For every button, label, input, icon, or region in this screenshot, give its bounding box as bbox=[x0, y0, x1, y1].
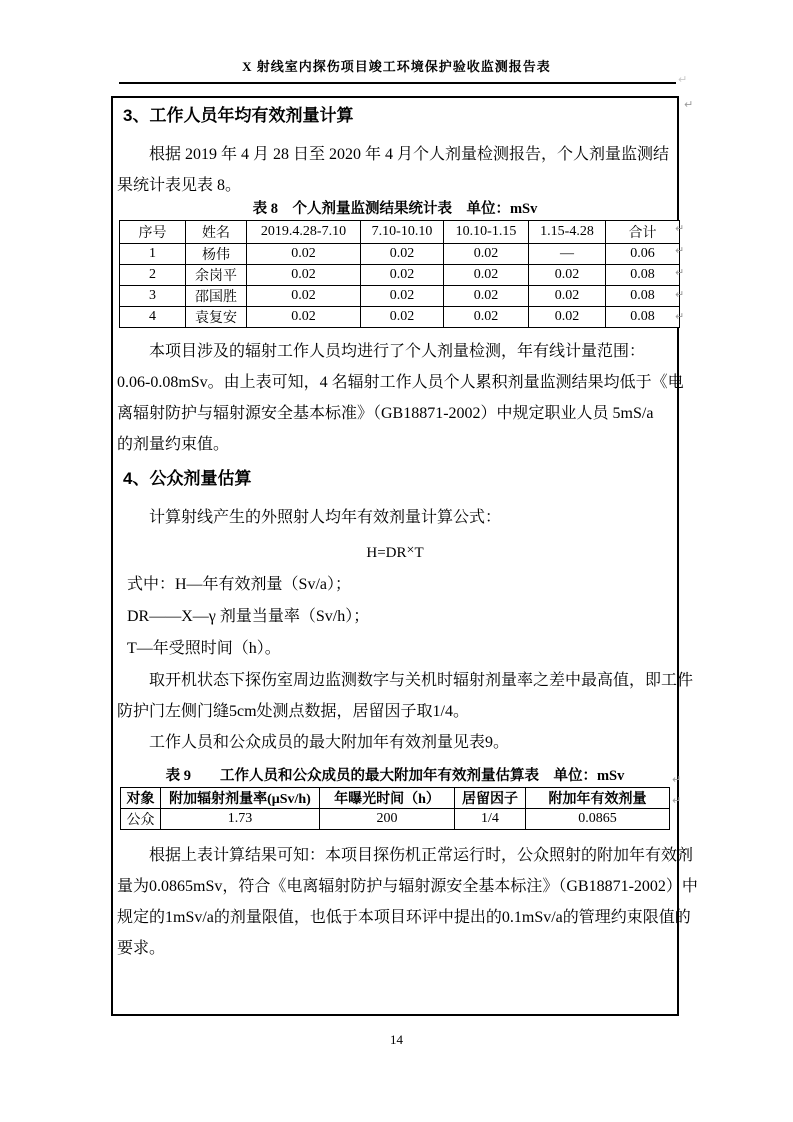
table-cell: 1 bbox=[120, 244, 186, 265]
paragraph-mark-icon: ↵ bbox=[684, 98, 694, 111]
paragraph-line: 量为0.0865mSv，符合《电离辐射防护与辐射源安全基本标注》（GB18871-2002）中 bbox=[117, 878, 698, 895]
table-cell: 1/4 bbox=[455, 809, 526, 830]
table-header-cell: 合计 bbox=[606, 221, 680, 244]
paragraph-line: 的剂量约束值。 bbox=[117, 436, 230, 453]
table-cell: 0.02 bbox=[361, 244, 444, 265]
paragraph-mark-icon: ↵ bbox=[678, 73, 688, 86]
paragraph-line: 防护门左侧门缝5cm处测点数据，居留因子取1/4。 bbox=[117, 703, 469, 720]
table-row bbox=[121, 809, 670, 830]
table-header-cell: 年曝光时间（h） bbox=[320, 788, 455, 809]
paragraph-mark-icon: ↵ bbox=[675, 310, 685, 323]
table-header-cell: 1.15-4.28 bbox=[529, 221, 606, 244]
table-header-cell: 2019.4.28-7.10 bbox=[247, 221, 361, 244]
table-cell: 0.0865 bbox=[526, 809, 670, 830]
table-cell: 1.73 bbox=[161, 809, 320, 830]
table-cell: 0.08 bbox=[606, 265, 680, 286]
paragraph-mark-icon: ↵ bbox=[675, 244, 685, 257]
table-header-row bbox=[121, 788, 670, 809]
table-cell: 0.02 bbox=[247, 244, 361, 265]
paragraph-line: 要求。 bbox=[117, 940, 166, 957]
table-cell: 公众 bbox=[121, 809, 161, 830]
formula bbox=[117, 537, 673, 567]
paragraph-mark-icon: ↵ bbox=[675, 222, 685, 235]
formula-definition-line: DR——X—γ 剂量当量率（Sv/h）； bbox=[127, 608, 370, 625]
table-row bbox=[120, 286, 680, 307]
table-cell: 0.02 bbox=[361, 307, 444, 328]
table-cell: 0.02 bbox=[444, 307, 529, 328]
table-cell: 4 bbox=[120, 307, 186, 328]
content-box bbox=[111, 96, 698, 1016]
paragraph-line: 规定的1mSv/a的剂量限值，也低于本项目环评中提出的0.1mSv/a的管理约束限值的 bbox=[117, 909, 691, 926]
table-header-cell: 对象 bbox=[121, 788, 161, 809]
table-cell: 0.02 bbox=[529, 307, 606, 328]
table-header-cell: 序号 bbox=[120, 221, 186, 244]
table8-caption: 表 8 个人剂量监测结果统计表 单位：mSv bbox=[252, 201, 538, 217]
table9-caption: 表 9 工作人员和公众成员的最大附加年有效剂量估算表 单位：mSv bbox=[165, 768, 625, 784]
table-cell: — bbox=[529, 244, 606, 265]
section4-heading: 4、公众剂量估算 bbox=[123, 469, 252, 488]
table-cell: 0.02 bbox=[361, 286, 444, 307]
paragraph-line: 果统计表见表 8。 bbox=[117, 177, 242, 194]
table-header-cell: 7.10-10.10 bbox=[361, 221, 444, 244]
table-header-row bbox=[120, 221, 680, 244]
table-cell: 0.08 bbox=[606, 286, 680, 307]
table-cell: 0.02 bbox=[444, 286, 529, 307]
document-header-title: X 射线室内探伤项目竣工环境保护验收监测报告表 bbox=[242, 59, 551, 74]
paragraph-mark-icon: ↵ bbox=[675, 266, 685, 279]
table-cell: 邵国胜 bbox=[186, 286, 247, 307]
table-cell: 袁复安 bbox=[186, 307, 247, 328]
table-row bbox=[120, 244, 680, 265]
table-cell: 0.02 bbox=[247, 265, 361, 286]
table-cell: 杨伟 bbox=[186, 244, 247, 265]
paragraph-line: 离辐射防护与辐射源安全基本标准》（GB18871-2002）中规定职业人员 5mS/a bbox=[117, 405, 654, 422]
table-cell: 0.02 bbox=[361, 265, 444, 286]
table-row bbox=[120, 265, 680, 286]
table-header-cell: 姓名 bbox=[186, 221, 247, 244]
paragraph-line: 计算射线产生的外照射人均年有效剂量计算公式： bbox=[149, 509, 502, 526]
table-cell: 2 bbox=[120, 265, 186, 286]
multiply-sign: × bbox=[406, 543, 415, 558]
paragraph-line: 根据上表计算结果可知：本项目探伤机正常运行时，公众照射的附加年有效剂 bbox=[149, 847, 694, 864]
section3-heading: 3、工作人员年均有效剂量计算 bbox=[123, 106, 354, 125]
paragraph-line: 根据 2019 年 4 月 28 日至 2020 年 4 月个人剂量检测报告，个人剂量监测结 bbox=[149, 146, 670, 163]
public-dose-estimate-table bbox=[120, 787, 670, 830]
table-header-cell: 附加辐射剂量率(μSv/h) bbox=[161, 788, 320, 809]
table-cell: 0.02 bbox=[529, 286, 606, 307]
formula-rhs: T bbox=[414, 545, 424, 561]
formula-definition-line: 式中：H—年有效剂量（Sv/a）； bbox=[127, 576, 352, 593]
paragraph-line: 取开机状态下探伤室周边监测数字与关机时辐射剂量率之差中最高值，即工件 bbox=[149, 672, 694, 689]
table-header-cell: 居留因子 bbox=[455, 788, 526, 809]
table-cell: 余岗平 bbox=[186, 265, 247, 286]
paragraph-line: 本项目涉及的辐射工作人员均进行了个人剂量检测，年有线计量范围： bbox=[149, 343, 646, 360]
header-rule bbox=[119, 82, 676, 84]
table-cell: 0.02 bbox=[444, 244, 529, 265]
personal-dose-table bbox=[119, 220, 680, 328]
table-cell: 3 bbox=[120, 286, 186, 307]
formula-lhs: H=DR bbox=[366, 545, 407, 561]
paragraph-line: 工作人员和公众成员的最大附加年有效剂量见表9。 bbox=[149, 734, 510, 751]
table-cell: 0.08 bbox=[606, 307, 680, 328]
paragraph-mark-icon: ↵ bbox=[675, 288, 685, 301]
table-row bbox=[120, 307, 680, 328]
paragraph-mark-icon: ↵ bbox=[672, 773, 682, 786]
table-cell: 0.06 bbox=[606, 244, 680, 265]
table-header-cell: 附加年有效剂量 bbox=[526, 788, 670, 809]
table-cell: 0.02 bbox=[529, 265, 606, 286]
table-header-cell: 10.10-1.15 bbox=[444, 221, 529, 244]
table-cell: 0.02 bbox=[247, 286, 361, 307]
table-cell: 0.02 bbox=[247, 307, 361, 328]
table-cell: 0.02 bbox=[444, 265, 529, 286]
table-cell: 200 bbox=[320, 809, 455, 830]
paragraph-mark-icon: ↵ bbox=[672, 794, 682, 807]
paragraph-line: 0.06-0.08mSv。由上表可知，4 名辐射工作人员个人累积剂量监测结果均低于《电 bbox=[117, 374, 684, 391]
formula-definition-line: T—年受照时间（h）。 bbox=[127, 640, 281, 657]
page-number: 14 bbox=[390, 1032, 403, 1047]
